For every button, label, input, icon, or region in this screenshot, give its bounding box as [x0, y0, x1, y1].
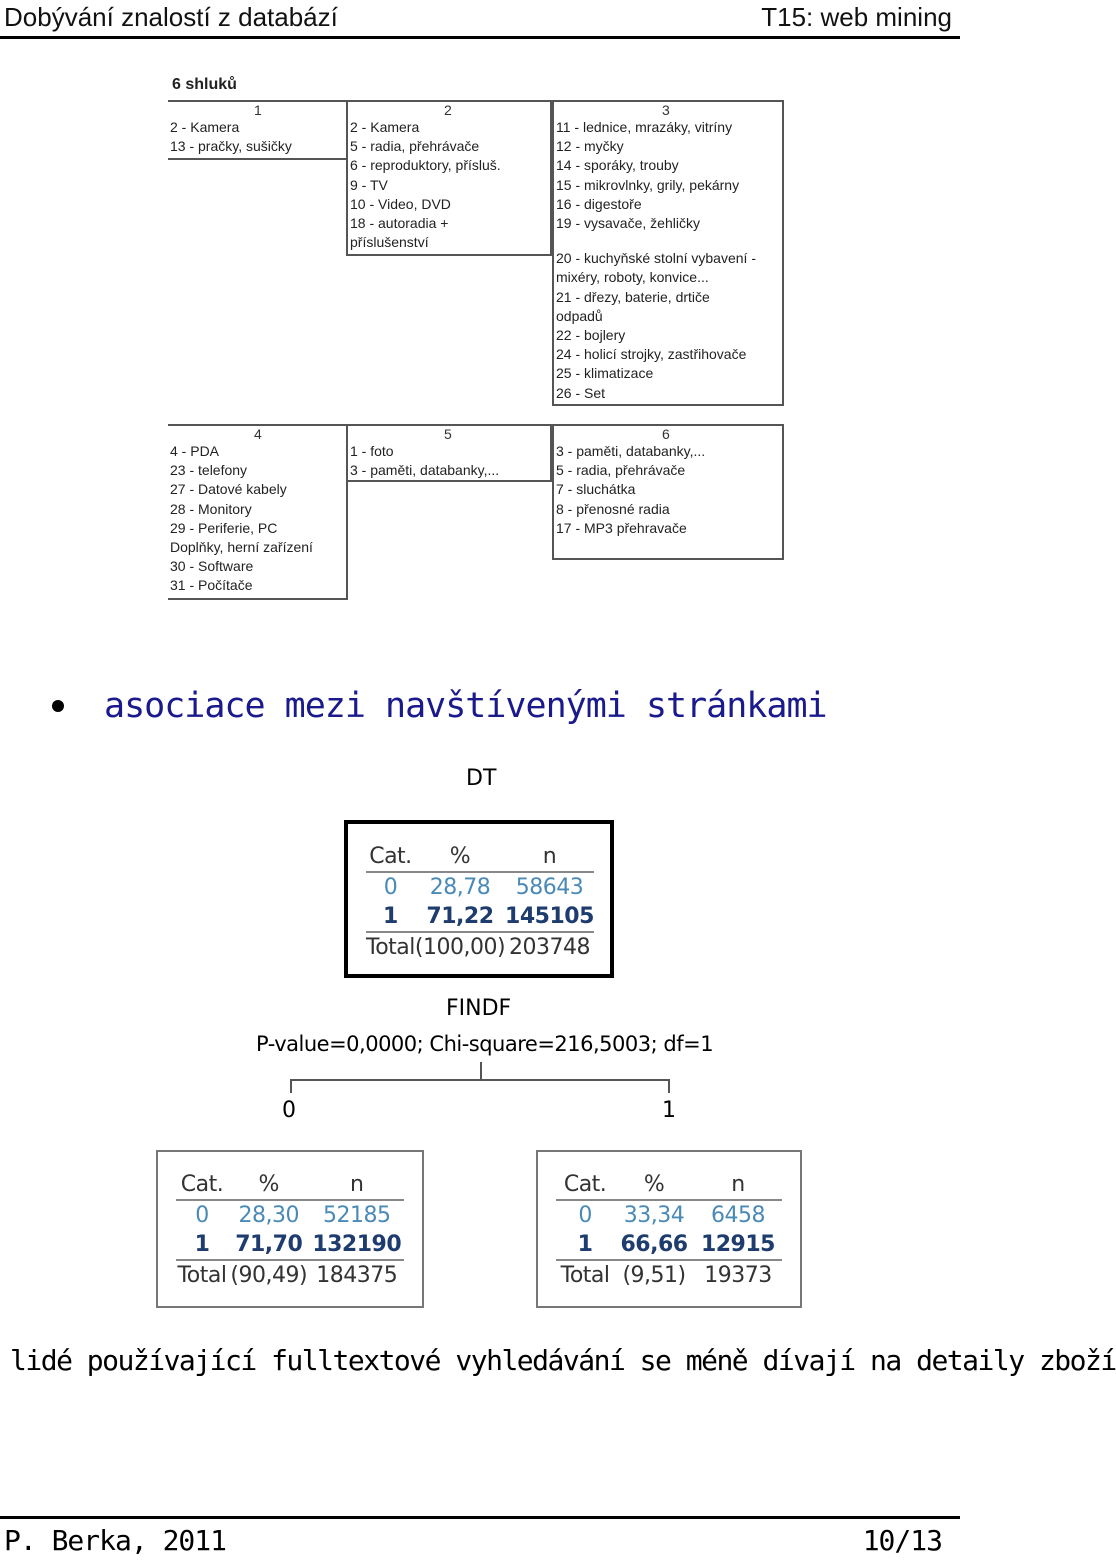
list-item: 26 - Set [556, 384, 606, 401]
table-cell: 132190 [312, 1232, 402, 1257]
cluster-list-6 [556, 442, 705, 538]
table-row [176, 1200, 404, 1230]
list-item: mixéry, roboty, konvice... [556, 269, 709, 286]
list-item: 17 - MP3 přehravače [556, 519, 687, 536]
column-header: n [505, 842, 594, 872]
column-header: % [228, 1170, 310, 1200]
decision-tree [150, 760, 810, 1320]
table-cell: 12915 [700, 1232, 775, 1257]
table-cell: 1 [194, 1232, 210, 1257]
split-variable: FINDF [446, 996, 512, 1021]
list-item: 3 - paměti, databanky,... [556, 443, 706, 459]
cluster-box-5 [346, 424, 552, 482]
cluster-box-1 [168, 100, 348, 160]
table-cell: (90,49) [228, 1260, 310, 1290]
list-item: příslušenství [350, 234, 429, 251]
cluster-list-2 [350, 118, 501, 252]
column-header: n [310, 1170, 405, 1200]
list-item: 4 - PDA [170, 443, 220, 459]
branch-label-right: 1 [662, 1098, 676, 1123]
tree-connector [290, 1079, 670, 1081]
list-item: 11 - lednice, mrazáky, vitríny [556, 119, 733, 135]
header-rule [0, 36, 960, 39]
tree-target-label: DT [466, 766, 497, 791]
cluster-box-2 [346, 100, 552, 256]
tree-left-node [156, 1150, 424, 1308]
list-item: 30 - Software [170, 558, 254, 575]
list-item: 27 - Datové kabely [170, 481, 287, 498]
list-item: 28 - Monitory [170, 500, 252, 517]
list-item: 6 - reproduktory, přísluš. [350, 157, 501, 174]
cluster-number-3: 3 [662, 102, 670, 118]
list-item: 23 - telefony [170, 462, 248, 479]
table-cell: 0 [383, 875, 398, 900]
branch-label-left: 0 [282, 1098, 296, 1123]
table-cell: 52185 [323, 1203, 391, 1228]
table-cell: (9,51) [614, 1260, 694, 1290]
cluster-number-6: 6 [662, 426, 670, 442]
course-title: Dobývání znalostí z databází [4, 2, 338, 32]
column-header: Cat. [556, 1170, 614, 1200]
list-item: Doplňky, herní zařízení [170, 539, 313, 556]
column-header: Cat. [176, 1170, 228, 1200]
list-item: 5 - radia, přehrávače [350, 138, 480, 155]
table-cell: 145105 [505, 904, 594, 929]
list-item: 2 - Kamera [350, 119, 420, 135]
cluster-number-1: 1 [254, 102, 262, 118]
list-item: 14 - sporáky, trouby [556, 157, 679, 174]
column-header: n [694, 1170, 782, 1200]
table-cell: 66,66 [620, 1232, 688, 1257]
list-item: 29 - Periferie, PC [170, 519, 278, 536]
list-item: 2 - Kamera [170, 119, 240, 135]
tree-connector [668, 1079, 670, 1093]
table-cell: Total [556, 1260, 614, 1290]
table-cell: Total [176, 1260, 228, 1290]
table-row [366, 872, 594, 902]
list-item: 19 - vysavače, žehličky [556, 215, 700, 232]
footer-author: P. Berka, 2011 [4, 1524, 227, 1557]
cluster-number-4: 4 [254, 426, 262, 442]
lecture-title: T15: web mining [761, 2, 952, 32]
cluster-list-5 [350, 442, 499, 480]
page-header [0, 0, 960, 40]
table-cell: 28,78 [429, 875, 491, 900]
table-cell: 203748 [505, 932, 594, 962]
conclusion-text: lidé používající fulltextové vyhledávání se méně dívají na detaily zboží [10, 1344, 1116, 1377]
column-header: Cat. [366, 842, 415, 872]
cluster-list-1 [170, 118, 292, 156]
table-cell: 71,70 [235, 1232, 303, 1257]
list-item: 16 - digestoře [556, 195, 642, 212]
table-row-total [556, 1260, 782, 1290]
cluster-figure-title: 6 shluků [172, 76, 237, 93]
list-item: 22 - bojlery [556, 327, 626, 344]
cluster-number-5: 5 [444, 426, 452, 442]
list-item: 10 - Video, DVD [350, 195, 451, 212]
list-item: 12 - myčky [556, 138, 624, 155]
list-item: 15 - mikrovlnky, grily, pekárny [556, 176, 740, 193]
footer-rule [0, 1516, 960, 1519]
table-cell: 28,30 [238, 1203, 299, 1228]
table-cell: 1 [383, 904, 398, 929]
table-cell: 184375 [310, 1260, 405, 1290]
list-item: 1 - foto [350, 443, 394, 459]
list-item: 21 - dřezy, baterie, drtiče [556, 288, 710, 305]
list-item: 3 - paměti, databanky,... [350, 462, 500, 479]
table-cell: 58643 [515, 875, 584, 900]
cluster-box-6 [552, 424, 784, 560]
list-item: 7 - sluchátka [556, 481, 636, 498]
table-cell: 6458 [710, 1203, 765, 1228]
cluster-box-4 [168, 424, 348, 600]
table-row-total [176, 1260, 404, 1290]
cluster-number-2: 2 [444, 102, 452, 118]
cluster-box-3 [552, 100, 784, 406]
root-node-table [366, 842, 594, 962]
list-item [556, 233, 756, 249]
cluster-figure [168, 72, 788, 612]
table-cell: 0 [195, 1203, 209, 1228]
table-cell: Total [366, 932, 415, 962]
tree-connector [480, 1062, 482, 1080]
table-cell: 19373 [694, 1260, 782, 1290]
list-item: 25 - klimatizace [556, 365, 654, 382]
list-item: odpadů [556, 307, 603, 324]
tree-right-node [536, 1150, 802, 1308]
list-item: 18 - autoradia + [350, 215, 449, 232]
list-item: 13 - pračky, sušičky [170, 138, 292, 155]
left-node-table [176, 1170, 404, 1290]
table-row [556, 1230, 782, 1260]
table-row-total [366, 932, 594, 962]
cluster-list-3 [556, 118, 756, 403]
right-node-table [556, 1170, 782, 1290]
table-cell: 71,22 [426, 904, 494, 929]
list-item: 24 - holicí strojky, zastřihovače [556, 346, 747, 363]
list-item: 9 - TV [350, 176, 388, 193]
table-cell: 0 [578, 1203, 592, 1228]
bullet-text: asociace mezi navštívenými stránkami [104, 686, 827, 726]
table-row [556, 1200, 782, 1230]
table-cell: 33,34 [623, 1203, 685, 1228]
table-row [366, 902, 594, 932]
table-cell: 1 [577, 1232, 593, 1257]
cluster-list-4 [170, 442, 313, 596]
table-cell: (100,00) [415, 932, 505, 962]
split-statistics: P-value=0,0000; Chi-square=216,5003; df=1 [256, 1032, 714, 1056]
bullet-dot-icon [52, 700, 64, 712]
table-row [176, 1230, 404, 1260]
list-item: 31 - Počítače [170, 577, 253, 594]
tree-connector [290, 1079, 292, 1093]
page-number: 10/13 [862, 1524, 942, 1557]
list-item: 5 - radia, přehrávače [556, 462, 686, 479]
list-item: 20 - kuchyňské stolní vybavení - [556, 250, 756, 267]
column-header: % [614, 1170, 694, 1200]
tree-root-node [344, 820, 614, 978]
list-item: 8 - přenosné radia [556, 500, 670, 517]
column-header: % [415, 842, 505, 872]
